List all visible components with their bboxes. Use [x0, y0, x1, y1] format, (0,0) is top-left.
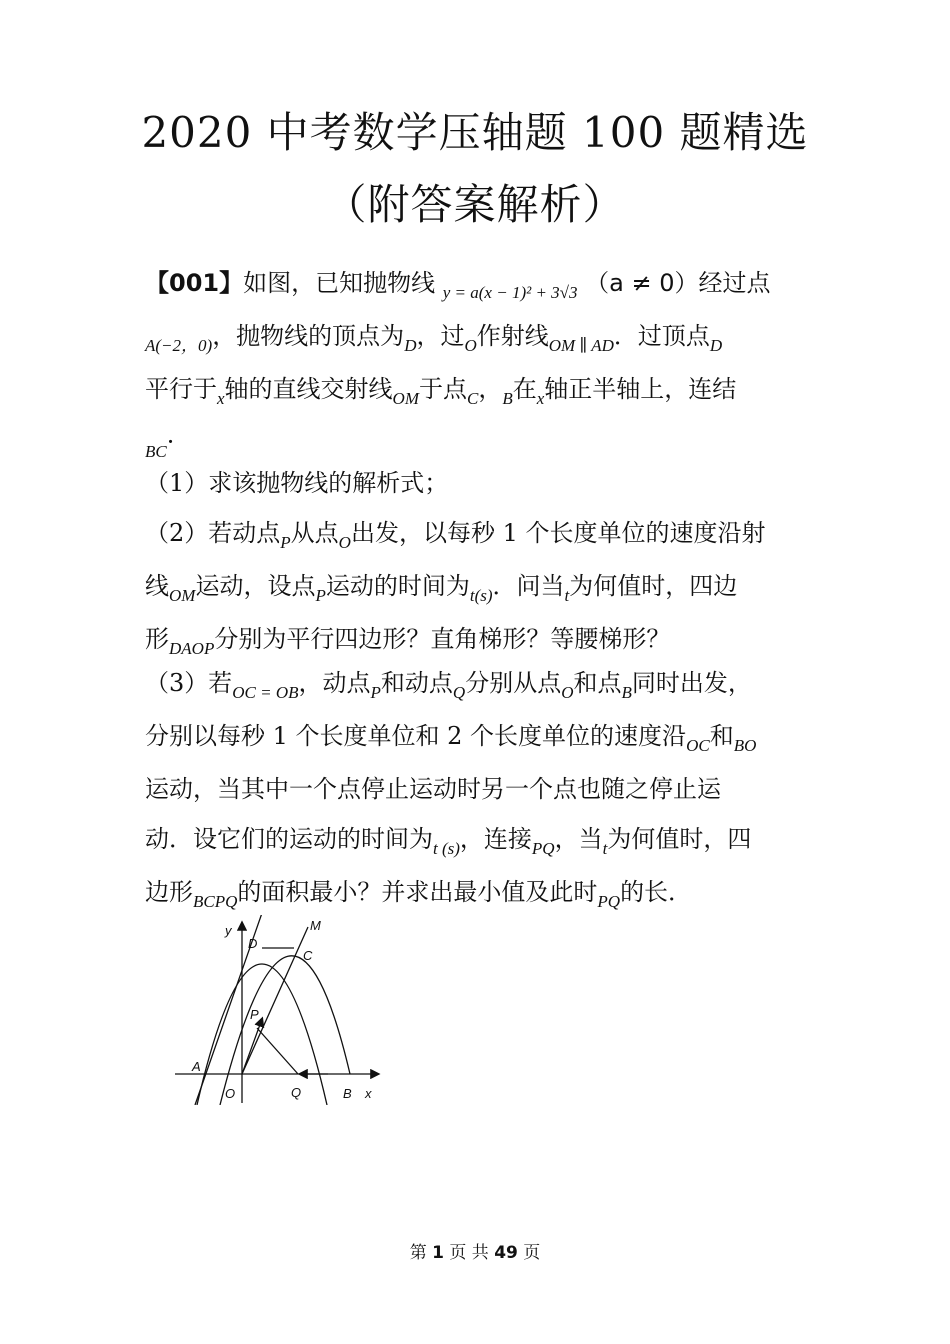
label-y: y	[225, 923, 232, 938]
condition: （a ≠ 0）	[585, 269, 699, 297]
label-a: A	[192, 1059, 201, 1074]
question-1: （1）求该抛物线的解析式；	[145, 469, 449, 497]
total-pages: 49	[494, 1243, 518, 1263]
segment-op	[242, 1019, 262, 1074]
label-c: C	[303, 948, 313, 963]
question-3: （3）若$_{OC = OB}$，动点$_P$和动点$_Q$分别从点$_O$和点$_B$同时出发， 分别以每秒 1 个长度单位和 2 个长度单位的速度沿$_{OC}$和$_{BO}$ 运动，当其中一个点停止运动时另一个点也随之停止运 动．设它们的运动的时间为$_{t (s)}$，连接$_{PQ}$，当$_t$为何值时，四 边形$_{BCPQ}$的面积最小？并求出最小值及此时$_{PQ}$的长．	[145, 669, 757, 911]
document-title: 2020 中考数学压轴题 100 题精选	[141, 108, 809, 157]
label-x: x	[365, 1086, 372, 1101]
label-d: D	[248, 936, 258, 951]
label-o: O	[225, 1086, 236, 1101]
label-q: Q	[291, 1085, 302, 1100]
question-2: （2）若动点$_P$从点$_O$出发，以每秒 1 个长度单位的速度沿射 线$_{OM}$运动，设点$_P$运动的时间为$_{t(s)}$．问当$_t$为何值时，四边 形$_{DAOP}$分别为平行四边形？直角梯形？等腰梯形？	[145, 519, 766, 658]
label-b: B	[343, 1086, 352, 1101]
point-a: A(−2，0)	[145, 336, 213, 355]
label-p: P	[250, 1007, 259, 1022]
page-footer: 第 1 页 共 49 页	[409, 1243, 541, 1263]
current-page: 1	[432, 1243, 444, 1263]
ray-parallel: OM ∥ AD	[548, 336, 614, 355]
problem-statement: 【001】如图，已知抛物线 $_{y = a(x - 1)^2 + 3√3}$ （a ≠ 0）经过点 $_{A(-2,0)}$，抛物线的顶点为$_D$，过$_O$作射线$_{OM \parallel AD}$．过顶点$_D$ 平行于$_x$轴的直线交射线$_{OM}$于点$_C$，$_B$在$_x$轴正半轴上，连结 $_{BC}$·	[145, 269, 771, 461]
geometry-figure	[170, 915, 390, 1105]
segment-pq	[257, 1028, 298, 1074]
label-m: M	[310, 918, 321, 933]
parabola-equation: y = a(x − 1)² + 3√3	[442, 283, 578, 302]
problem-number: 【001】	[145, 269, 244, 297]
document-subtitle: （附答案解析）	[324, 180, 626, 229]
